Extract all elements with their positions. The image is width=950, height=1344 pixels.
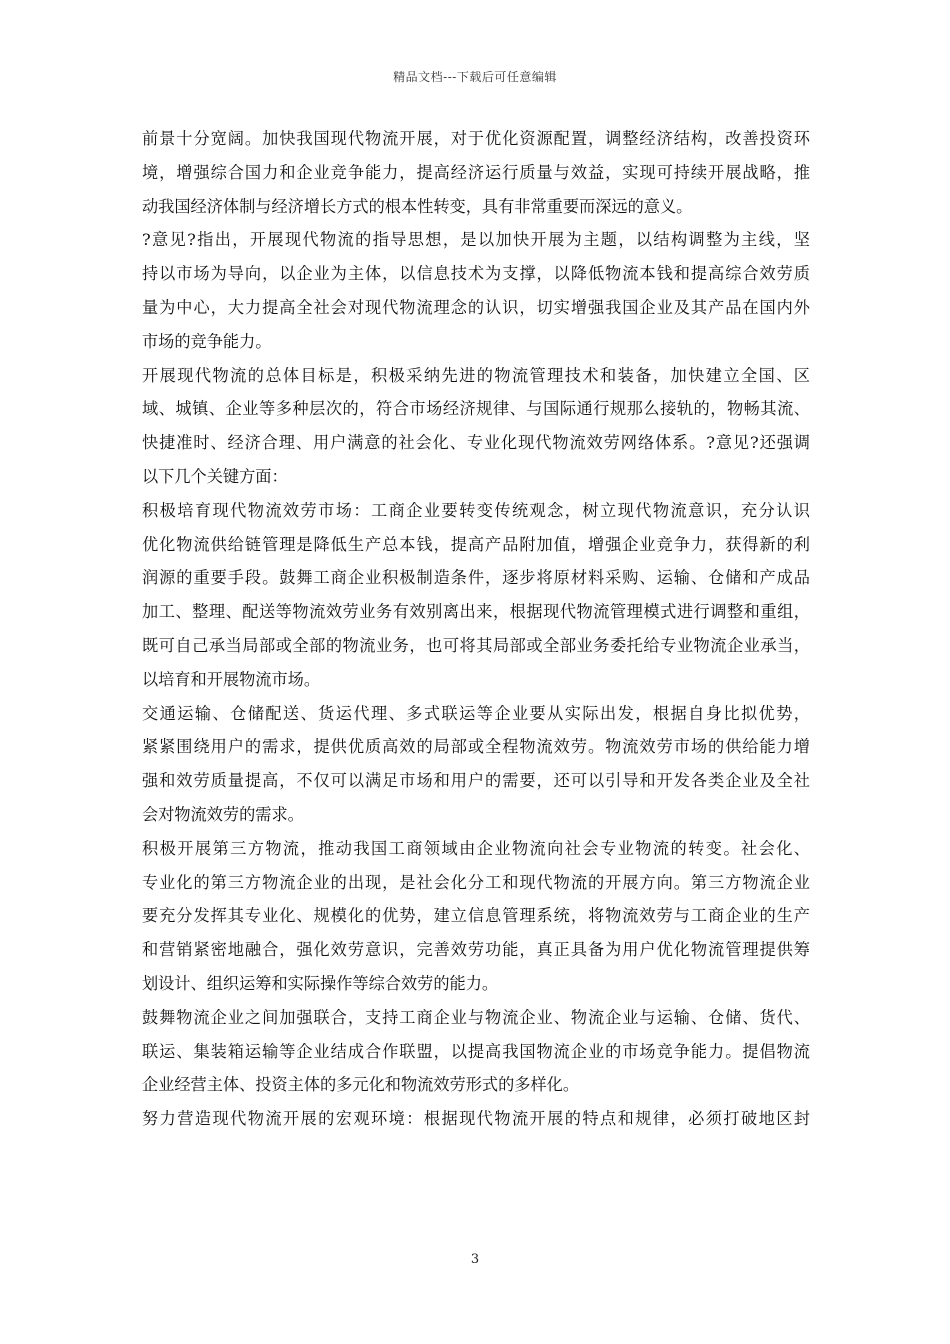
paragraph <box>142 697 810 832</box>
text-line: 要充分发挥其专业化、规模化的优势，建立信息管理系统，将物流效劳与工商企业的生产 <box>142 906 810 926</box>
paragraph <box>142 122 810 223</box>
document-body <box>142 122 810 1136</box>
text-line: 加工、整理、配送等物流效劳业务有效别离出来，根据现代物流管理模式进行调整和重组， <box>142 602 810 622</box>
text-line: 动我国经济体制与经济增长方式的根本性转变，具有非常重要而深远的意义。 <box>142 196 693 216</box>
text-line: 快捷准时、经济合理、用户满意的社会化、专业化现代物流效劳网络体系。?意见?还强调 <box>142 433 810 453</box>
text-line: 积极开展第三方物流，推动我国工商领域由企业物流向社会专业物流的转变。社会化、 <box>142 838 810 858</box>
text-line: 境，增强综合国力和企业竞争能力，提高经济运行质量与效益，实现可持续开展战略，推 <box>142 162 810 182</box>
text-line: 强和效劳质量提高，不仅可以满足市场和用户的需要，还可以引导和开发各类企业及全社 <box>142 771 810 791</box>
paragraph <box>142 1001 810 1102</box>
paragraph <box>142 832 810 1001</box>
page-header: 精品文档---下载后可任意编辑 <box>393 70 557 84</box>
text-line: 交通运输、仓储配送、货运代理、多式联运等企业要从实际出发，根据自身比拟优势， <box>142 703 810 723</box>
text-line: 开展现代物流的总体目标是，积极采纳先进的物流管理技术和装备，加快建立全国、区 <box>142 365 810 385</box>
page-number: 3 <box>470 1252 480 1267</box>
text-line: 以下几个关键方面： <box>142 466 288 486</box>
text-line: 划设计、组织运筹和实际操作等综合效劳的能力。 <box>142 973 499 993</box>
text-line: 优化物流供给链管理是降低生产总本钱，提高产品附加值，增强企业竞争力，获得新的利 <box>142 534 810 554</box>
text-line: 既可自己承当局部或全部的物流业务，也可将其局部或全部业务委托给专业物流企业承当， <box>142 635 810 655</box>
paragraph <box>142 494 810 697</box>
text-line: 专业化的第三方物流企业的出现，是社会化分工和现代物流的开展方向。第三方物流企业 <box>142 872 810 892</box>
text-line: 努力营造现代物流开展的宏观环境：根据现代物流开展的特点和规律，必须打破地区封 <box>142 1109 810 1129</box>
text-line: 紧紧围绕用户的需求，提供优质高效的局部或全程物流效劳。物流效劳市场的供给能力增 <box>142 737 810 757</box>
text-line: 和营销紧密地融合，强化效劳意识，完善效劳功能，真正具备为用户优化物流管理提供筹 <box>142 940 810 960</box>
text-line: 持以市场为导向，以企业为主体，以信息技术为支撑，以降低物流本钱和提高综合效劳质 <box>142 264 810 284</box>
text-line: 联运、集装箱运输等企业结成合作联盟，以提高我国物流企业的市场竞争能力。提倡物流 <box>142 1041 810 1061</box>
text-line: ?意见?指出，开展现代物流的指导思想，是以加快开展为主题，以结构调整为主线，坚 <box>142 230 810 250</box>
text-line: 鼓舞物流企业之间加强联合，支持工商企业与物流企业、物流企业与运输、仓储、货代、 <box>142 1007 810 1027</box>
paragraph <box>142 1102 810 1136</box>
text-line: 量为中心，大力提高全社会对现代物流理念的认识，切实增强我国企业及其产品在国内外 <box>142 297 810 317</box>
text-line: 会对物流效劳的需求。 <box>142 804 304 824</box>
text-line: 以培育和开展物流市场。 <box>142 669 321 689</box>
text-line: 润源的重要手段。鼓舞工商企业积极制造条件，逐步将原材料采购、运输、仓储和产成品 <box>142 568 810 588</box>
text-line: 域、城镇、企业等多种层次的，符合市场经济规律、与国际通行规那么接轨的，物畅其流、 <box>142 399 810 419</box>
paragraph <box>142 223 810 358</box>
text-line: 市场的竞争能力。 <box>142 331 272 351</box>
text-line: 前景十分宽阔。加快我国现代物流开展，对于优化资源配置，调整经济结构，改善投资环 <box>142 129 810 148</box>
text-line: 企业经营主体、投资主体的多元化和物流效劳形式的多样化。 <box>142 1075 580 1095</box>
paragraph <box>142 359 810 494</box>
text-line: 积极培育现代物流效劳市场：工商企业要转变传统观念，树立现代物流意识，充分认识 <box>142 500 810 520</box>
